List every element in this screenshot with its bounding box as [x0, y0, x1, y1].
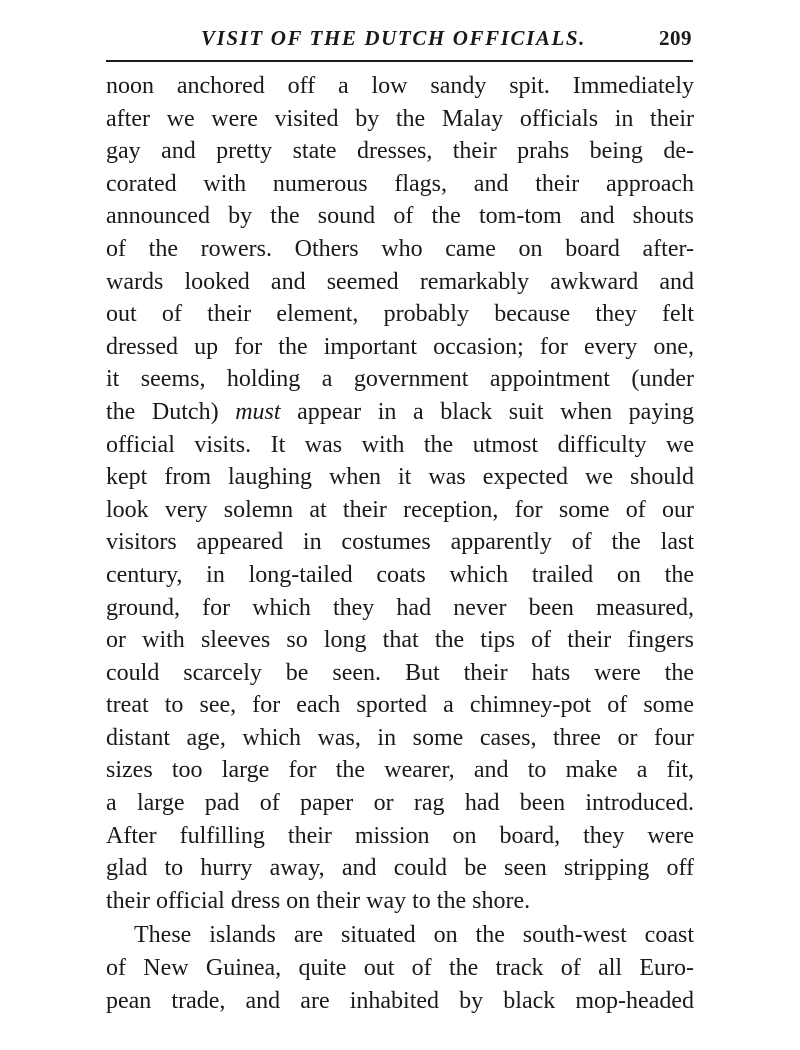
text-line: sizes too large for the wearer, and to make a fit, — [106, 757, 694, 784]
running-head — [106, 22, 694, 56]
text-line: their official dress on their way to the shore. — [106, 887, 531, 914]
text-line: of the rowers. Others who came on board after- — [106, 235, 694, 262]
body-text — [106, 70, 694, 1017]
text-line: official visits. It was with the utmost difficulty we — [106, 431, 694, 458]
text-line: visitors appeared in costumes apparently of the last — [106, 529, 694, 556]
text-line: noon anchored off a low sandy spit. Immediately — [106, 73, 694, 99]
text-segment: appear in a black suit when paying — [297, 398, 694, 425]
text-line: glad to hurry away, and could be seen stripping off — [106, 855, 694, 882]
text-line: wards looked and seemed remarkably awkward and — [106, 268, 694, 295]
text-line: pean trade, and are inhabited by black mop-headed — [106, 987, 694, 1014]
paragraph — [106, 70, 694, 917]
page-number: 209 — [659, 26, 692, 50]
text-line: corated with numerous flags, and their approach — [106, 170, 694, 197]
text-line: could scarcely be seen. But their hats were the — [106, 659, 694, 686]
text-line: century, in long-tailed coats which trailed on the — [106, 561, 694, 588]
text-line: it seems, holding a government appointment (under — [106, 366, 694, 393]
text-line: out of their element, probably because they felt — [106, 301, 694, 328]
header-rule — [106, 60, 693, 62]
text-line: after we were visited by the Malay officials in their — [106, 105, 694, 132]
text-line: dressed up for the important occasion; for every one, — [106, 333, 694, 360]
text-line — [106, 396, 694, 429]
text-line: distant age, which was, in some cases, three or four — [106, 724, 694, 751]
text-segment: the Dutch) — [106, 398, 219, 425]
running-title: VISIT OF THE DUTCH OFFICIALS. — [201, 26, 587, 50]
paragraph — [106, 919, 694, 1017]
text-line: These islands are situated on the south-west coast — [134, 922, 694, 949]
text-line: After fulfilling their mission on board, they were — [106, 822, 694, 849]
text-line: or with sleeves so long that the tips of their fingers — [106, 627, 694, 654]
text-line: ground, for which they had never been measured, — [106, 594, 694, 621]
text-line: look very solemn at their reception, for some of our — [106, 496, 694, 523]
text-line: treat to see, for each sported a chimney-pot of some — [106, 692, 694, 719]
emphasis-text: must — [235, 398, 281, 425]
text-line: of New Guinea, quite out of the track of all Euro- — [106, 955, 694, 982]
text-line: a large pad of paper or rag had been introduced. — [106, 790, 694, 817]
text-line: kept from laughing when it was expected we should — [106, 464, 694, 491]
text-line: gay and pretty state dresses, their prahs being de- — [106, 138, 694, 165]
text-line: announced by the sound of the tom-tom and shouts — [106, 203, 694, 230]
